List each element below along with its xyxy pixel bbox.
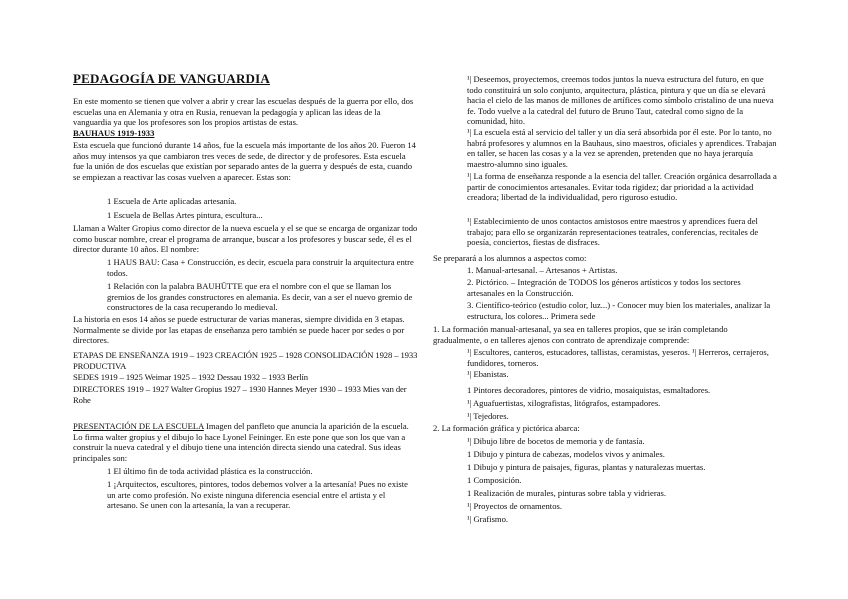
graphic-item-ornamentos: ¹| Proyectos de ornamentos. <box>467 501 562 511</box>
manual-item-escultores: ¹| Escultores, canteros, estucadores, tallistas, ceramistas, yeseros. ¹| Herreros, cerrajeros, fundidores, torneros. <box>467 347 769 368</box>
graphic-heading: 2. La formación gráfica y pictórica abarca: <box>433 423 580 433</box>
manual-item-pintores: 1 Pintores decoradores, pintores de vidrio, mosaiquistas, esmaltadores. <box>467 385 711 395</box>
prepare-item-pictorico: 2. Pictórico. – Integración de TODOS los géneros artísticos y todos los sectores artesanales en la Construcción. <box>467 277 741 298</box>
history-paragraph: La historia en esos 14 años se puede estructurar de varias maneras, siempre dividida en 3 etapas. Normalmente se divide por las etapas de enseñanza pero también se puede hacer por sedes o por directores. <box>73 314 405 346</box>
graphic-item-cabezas: 1 Dibujo y pintura de cabezas, modelos vivos y animales. <box>467 449 665 459</box>
bauhaus-heading: BAUHAUS 1919-1933 <box>73 128 155 138</box>
graphic-item-composicion: 1 Composición. <box>467 475 522 485</box>
directores-line: DIRECTORES 1919 – 1927 Walter Gropius 1927 – 1930 Hannes Meyer 1930 – 1933 Mies van der Rohe <box>73 384 407 405</box>
quote-item-contacts: ¹| Establecimiento de unos contactos amistosos entre maestros y aprendices fuera del trabajo; para ello se organizarán representaciones teatrales, conferencias, recitales de poesía, conciertos, fiestas de disfraces. <box>467 216 759 248</box>
page-title: PEDAGOGÍA DE VANGUARDIA <box>73 71 270 86</box>
quote-item-future: ¹| Deseemos, proyectemos, creemos todos juntos la nueva estructura del futuro, en que todo constituirá un solo conjunto, arquitectura, plástica, pintura y que un día se elevará hacia el cielo de las manos de millones de artífices como símbolo cristalino de una nueva fe. Todo vuelve a la catedral del futuro de Bruno Taut, catedral como signo de la comunidad, hito. <box>467 74 774 127</box>
etapas-line: ETAPAS DE ENSEÑANZA 1919 – 1923 CREACIÓN 1925 – 1928 CONSOLIDACIÓN 1928 – 1933 PRODUCTIVA <box>73 350 418 371</box>
manual-item-aguafuertistas: ¹| Aguafuertistas, xilografistas, litógrafos, estampadores. <box>467 398 661 408</box>
name-item-bauhutte: 1 Relación con la palabra BAUHÜTTE que era el nombre con el que se llaman los gremios de los grandes constructores en alemania. Es decir, van a ser el nuevo gremio de constructores de la casa recuperando lo medieval. <box>107 281 413 313</box>
presentation-text: Imagen del panfleto que anuncia la aparición de la escuela. Lo firma walter gropius y el dibujo lo hace Lyonel Feininger. En este pone que son los que van a construir la nueva catedral y el dibujo tiene una intención directa siendo una catedral. Sus ideas principales son: <box>73 421 409 463</box>
presentation-paragraph <box>73 421 418 463</box>
graphic-item-bocetos: ¹| Dibujo libre de bocetos de memoria y de fantasía. <box>467 436 645 446</box>
prepare-item-cientifico: 3. Científico-teórico (estudio color, luz...) - Conocer muy bien los materiales, analizar la estructura, los colores... Primera sede <box>467 300 771 321</box>
sedes-line: SEDES 1919 – 1925 Weimar 1925 – 1932 Dessau 1932 – 1933 Berlín <box>73 372 308 382</box>
intro-paragraph: En este momento se tienen que volver a abrir y crear las escuelas después de la guerra por ello, dos escuelas una en Alemania y otra en Rusia, renuevan la pedagogía y aplican las ideas de la vanguardia ya que los profesores son los propios artistas de estas. <box>73 96 414 128</box>
bauhaus-paragraph: Esta escuela que funcionó durante 14 años, fue la escuela más importante de los años 20. Fueron 14 años muy intensos ya que cambiaron tres veces de sede, de director y de profesores. Esta escuela fue la unión de dos escuelas que existían por separado antes de la guerra y después de esta, cuando se empiezan a reactivar las cosas vuelven a aparecer. Estas son: <box>73 140 416 182</box>
manual-item-ebanistas: ¹| Ebanistas. <box>467 369 509 379</box>
presentation-item-construction: 1 El último fin de toda actividad plástica es la construcción. <box>107 466 313 476</box>
presentation-heading: PRESENTACIÓN DE LA ESCUELA <box>73 421 204 431</box>
prepare-paragraph: Se preparará a los alumnos a aspectos como: <box>433 253 587 263</box>
graphic-item-paisajes: 1 Dibujo y pintura de paisajes, figuras, plantas y naturalezas muertas. <box>467 462 706 472</box>
name-item-hausbau: 1 HAUS BAU: Casa + Construcción, es decir, escuela para construir la arquitectura entre todos. <box>107 257 414 278</box>
school-item-applied: 1 Escuela de Arte aplicadas artesanía. <box>107 196 237 206</box>
presentation-item-artesania: 1 ¡Arquitectos, escultores, pintores, todos debemos volver a la artesanía! Pues no existe un arte como profesión. No existe ninguna diferencia esencial entre el artista y el artesano. Se unen con la artesanía, la van a recuperar. <box>107 479 408 511</box>
manual-item-tejedores: ¹| Tejedores. <box>467 411 509 421</box>
prepare-item-manual: 1. Manual-artesanal. – Artesanos + Artistas. <box>467 265 618 275</box>
graphic-item-grafismo: ¹| Grafismo. <box>467 514 509 524</box>
gropius-paragraph: Llaman a Walter Gropius como director de la nueva escuela y el se que se encarga de organizar todo como buscar nombre, crear el programa de arranque, buscar a los profesores y buscar sede, él es el director durante 10 años. El nombre: <box>73 223 418 255</box>
quote-item-workshop: ¹| La escuela está al servicio del taller y un día será absorbida por él este. Por lo tanto, no habrá profesores y alumnos en la Bauhaus, sino maestros, oficiales y aprendices. Trabajan en taller, se hacen las cosas y a la vez se aprenden, pretenden que no haya jerarquía maestro-alumno sino iguales. <box>467 127 777 169</box>
graphic-item-murales: 1 Realización de murales, pinturas sobre tabla y vidrieras. <box>467 488 667 498</box>
manual-heading: 1. La formación manual-artesanal, ya sea en talleres propios, que se irán completando gradualmente, o en talleres ajenos con contrato de aprendizaje comprende: <box>433 324 728 345</box>
school-item-fine-arts: 1 Escuela de Bellas Artes pintura, escultura... <box>107 210 263 220</box>
quote-item-teaching: ¹| La forma de enseñanza responde a la esencia del taller. Creación orgánica desarrollada a partir de conocimientos artesanales. Evitar toda rigidez; dar prioridad a la actividad creadora; libertad de la individualidad, pero riguroso estudio. <box>467 171 777 203</box>
